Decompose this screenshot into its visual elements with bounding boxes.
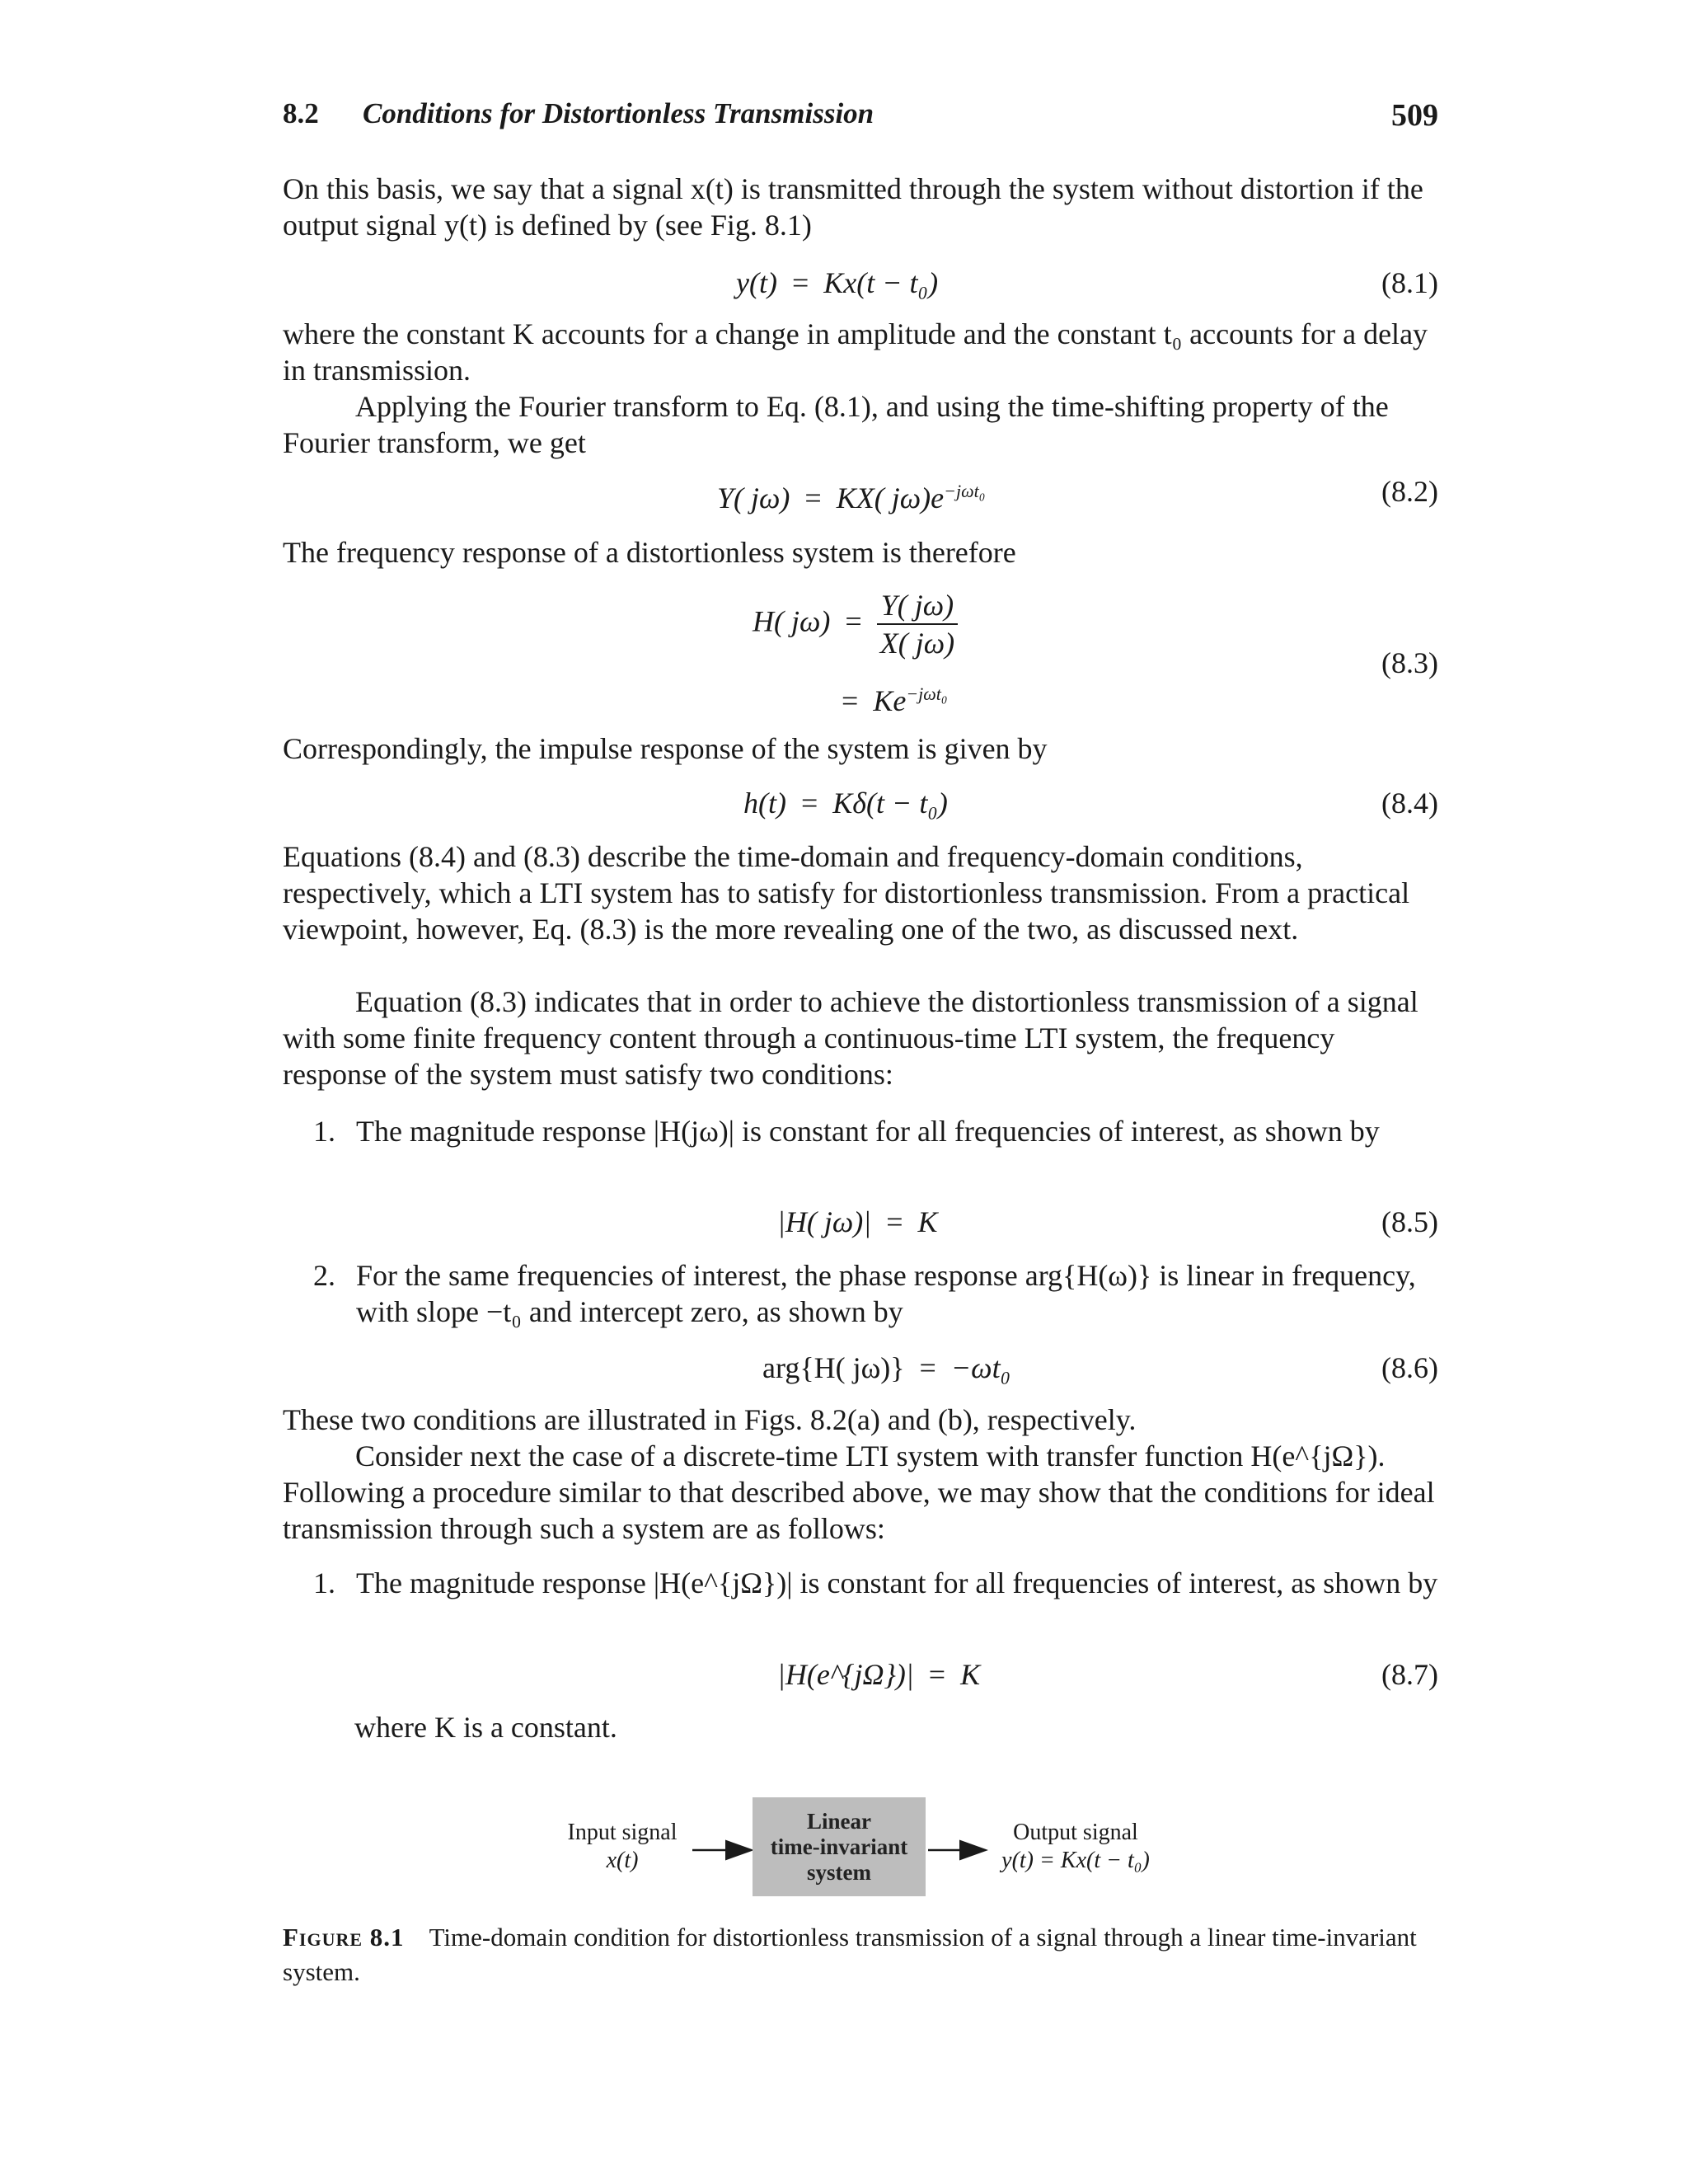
paragraph-8: These two conditions are illustrated in Figs. 8.2(a) and (b), respectively. (283, 1403, 1137, 1436)
figure-label: Figure 8.1 (283, 1923, 405, 1952)
paragraph-9: Consider next the case of a discrete-time LTI system with transfer function H(e^{jΩ}). Following a procedure similar to that described above, we may show that the conditions for ideal transmission through such a system are as follows: (283, 1440, 1435, 1545)
input-signal-label: Input signal x(t) (567, 1820, 678, 1873)
paragraph-3: Applying the Fourier transform to Eq. (8.1), and using the time-shifting property of the Fourier transform, we get (283, 390, 1389, 459)
equation-8-6: arg{H( jω)} = −ωt₀ (762, 1351, 1011, 1384)
paragraph-10: where K is a constant. (354, 1711, 617, 1744)
paragraph-6: Equations (8.4) and (8.3) describe the time-domain and frequency-domain conditions, respectively, which a LTI system has to satisfy for distortionless transmission. From a practical viewpoint, however, Eq. (8.3) is the more revealing one of the two, as discussed next. (283, 840, 1410, 946)
equation-number-8-5: (8.5) (1381, 1205, 1438, 1238)
paragraph-5: Correspondingly, the impulse response of the system is given by (283, 732, 1048, 765)
caption-text: Time-domain condition for distortionless transmission of a signal through a linear time-invariant system. (283, 1923, 1417, 1986)
equation-number-8-7: (8.7) (1381, 1658, 1438, 1691)
output-signal-label: Output signal y(t) = Kx(t − t₀) (1001, 1820, 1150, 1873)
equation-number-8-6: (8.6) (1381, 1351, 1438, 1384)
figure-caption (283, 1920, 1438, 1989)
figure-8-1 (560, 1797, 1154, 1913)
equation-8-3-line-2: = $Ke^{-j\omega t_0}$ (842, 683, 948, 717)
equation-8-2: Y( jω) = KX( $j\omega)e^{-j\omega t_0}$ (717, 481, 986, 514)
equation-number-8-3: (8.3) (1381, 646, 1438, 679)
section-number: 8.2 (283, 97, 319, 129)
running-header (283, 97, 1438, 139)
paragraph-4: The frequency response of a distortionless system is therefore (283, 536, 1016, 569)
equation-8-5: |H( jω)| = K (777, 1205, 938, 1238)
section-title: Conditions for Distortionless Transmission (363, 97, 874, 129)
equation-8-4: h(t) = Kδ(t − t₀) (743, 787, 948, 820)
equation-8-3: H( jω) = $\frac{Y( j\omega)}{X( j\omega)}$ (753, 587, 958, 661)
page-number: 509 (1391, 98, 1438, 133)
equation-8-1: y(t) = Kx(t − t₀) (736, 266, 939, 299)
lti-system-box: Linear time-invariant system (753, 1797, 926, 1896)
equation-number-8-2: (8.2) (1381, 475, 1438, 508)
paragraph-7: Equation (8.3) indicates that in order to achieve the distortionless transmission of a signal with some finite frequency content through a continuous-time LTI system, the frequency response of the system must satisfy two conditions: (283, 985, 1418, 1091)
equation-number-8-4: (8.4) (1381, 787, 1438, 820)
equation-8-7: |H(e^{jΩ})| = K (777, 1658, 981, 1691)
equation-number-8-1: (8.1) (1381, 266, 1438, 299)
paragraph-2: where the constant K accounts for a change in amplitude and the constant t₀ accounts for a delay in transmission. (283, 317, 1428, 387)
textbook-page: 8.2 Conditions for Distortionless Transmission 509 On this basis, we say that a signal x(t) is transmitted through the system without distortion if the output signal y(t) is defined by (see Fig. 8.1) y(t) = Kx(t − t₀) (8.1) where the constant K accounts for a change in amplitude and the constant t₀ accounts for a delay in transmission. Applying the Fourier transform to Eq. (8.1), and using the time-shifting property of the Fourier transform, we get Y( jω) = KX( $j\omega)e^{-j\omega t_0}$ (8.2) The frequency response of a distortionless system is therefore H( jω) = $\frac{Y( j\omega)}{X( j\omega)}$ = $Ke^{-j\omega t_0}$ (8.3) Correspondingly, the impulse response of the system is given by h(t) = Kδ(t − t₀) (8.4) Equations (8.4) and (8.3) describe the time-domain and frequency-domain conditions, respectively, which a LTI system has to satisfy for distortionless transmission. From a practical viewpoint, however, Eq. (8.3) is the more revealing one of the two, as discussed next. Equation (8.3) indicates that in order to achieve the distortionless transmission of a signal with some finite frequency content through a continuous-time LTI system, the frequency response of the system must satisfy two conditions: 1. The magnitude response |H(jω)| is constant for all frequencies of interest, as shown by |H( jω)| = K (8.5) 2. For the same frequencies of interest, the phase response arg{H(ω)} is linear in frequency, with slope −t₀ and intercept zero, as shown by arg{H( jω)} = −ωt₀ (8.6) These two conditions are illustrated in Figs. 8.2(a) and (b), respectively. Consider next the case of a discrete-time LTI system with transfer function H(e^{jΩ}). Following a procedure similar to that described above, we may show that the conditions for ideal transmission through such a system are as follows: 1. The magnitude response |H(e^{jΩ})| is constant for all frequencies of interest, as shown by |H(e^{jΩ})| = K (8.7) where K is a constant. Input signal x(t) Linear time-invariant system Output signal y(t) = Kx(t − t₀) Figure 8.1 Time-domain condition for distortionless transmission of a signal through a linear time-invariant system. (0, 0, 1688, 2184)
paragraph-1: On this basis, we say that a signal x(t) is transmitted through the system without distortion if the output signal y(t) is defined by (see Fig. 8.1) (283, 172, 1423, 242)
